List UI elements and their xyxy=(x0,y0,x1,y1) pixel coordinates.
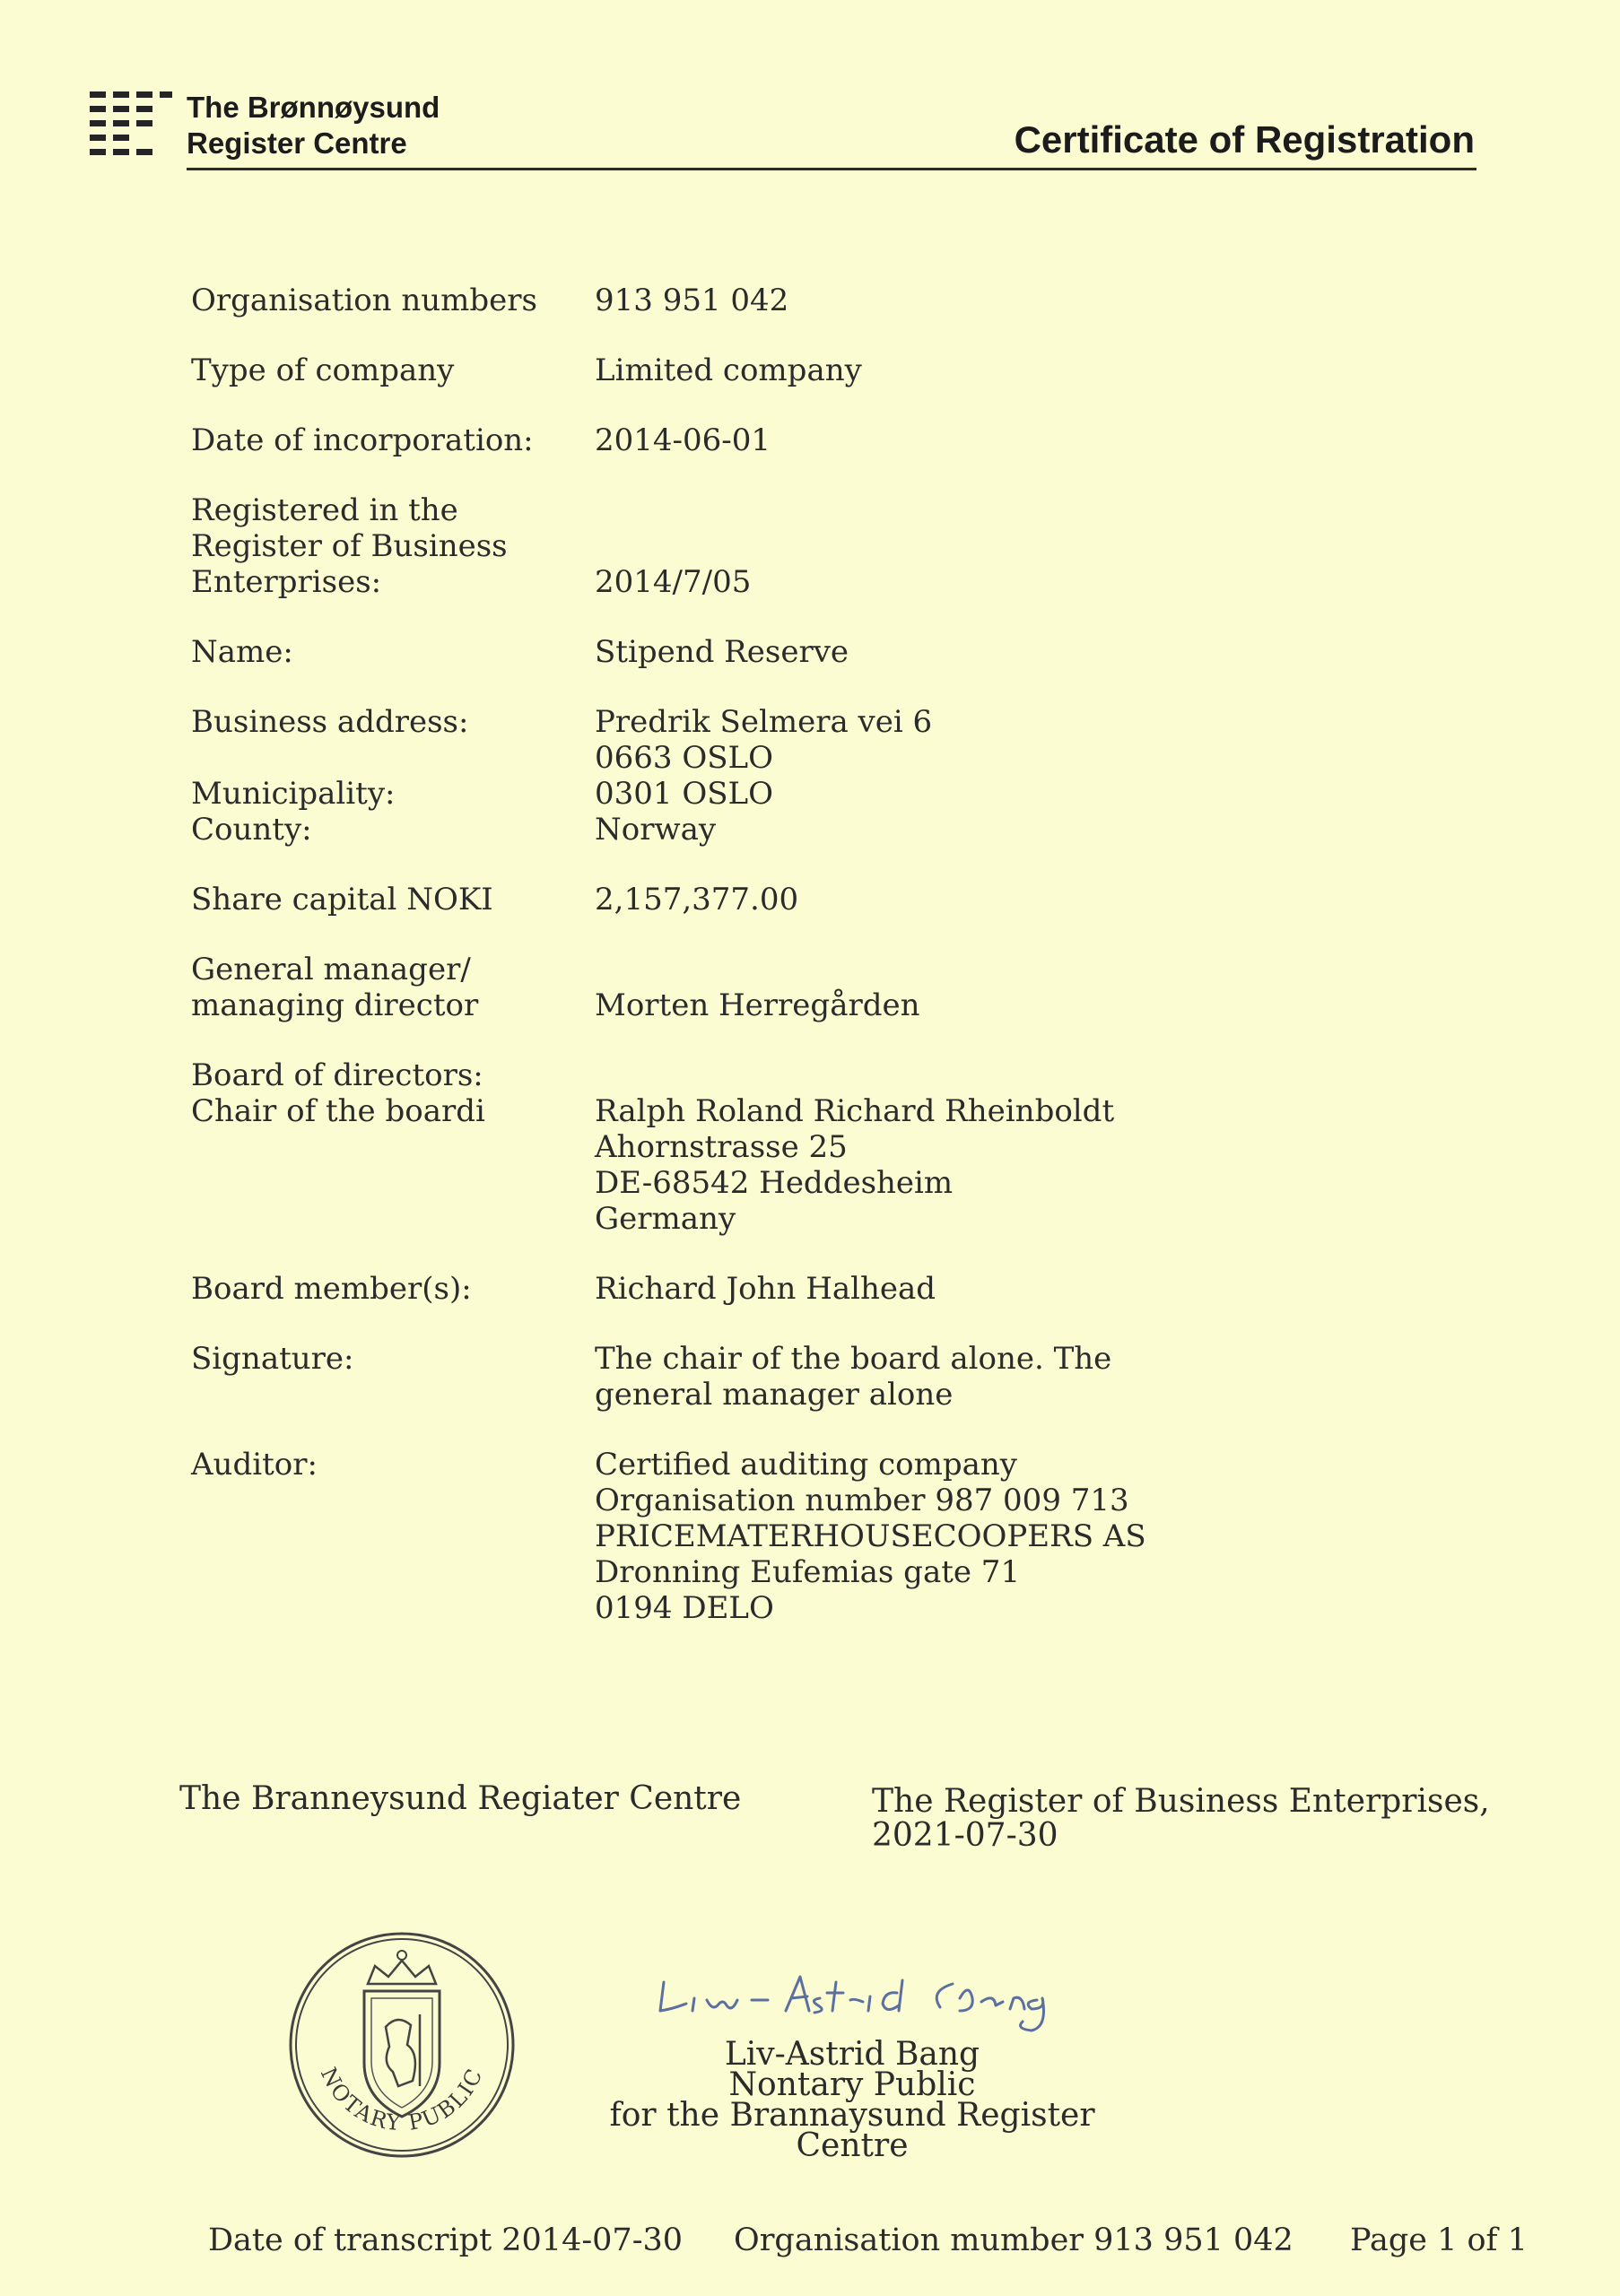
field-label xyxy=(191,952,595,1023)
footer-register-centre: The Branneysund Regiater Centre xyxy=(179,1780,742,1817)
field-value-line: Dronning Eufemias gate 71 xyxy=(595,1554,1021,1590)
field-value xyxy=(595,1341,1447,1413)
field-value-line: Limited company xyxy=(595,352,862,388)
field-value-line: Germany xyxy=(595,1201,736,1237)
field-row xyxy=(191,1057,1447,1237)
field-value-line xyxy=(595,1057,1447,1093)
field-label-line: Registered in the xyxy=(191,492,458,528)
field-row xyxy=(191,1271,1447,1307)
field-value-line xyxy=(595,952,1447,987)
field-label xyxy=(191,634,595,670)
field-label xyxy=(191,492,595,600)
field-label-line: Municipality: xyxy=(191,776,396,812)
field-value-line: Norway xyxy=(595,812,717,848)
field-label-line: Chair of the boardi xyxy=(191,1093,485,1129)
field-value xyxy=(595,1057,1447,1237)
field-row xyxy=(191,352,1447,388)
field-row xyxy=(191,422,1447,458)
brand-line-2: Register Centre xyxy=(187,126,407,160)
field-value-line: Organisation number 987 009 713 xyxy=(595,1483,1129,1518)
field-value-line xyxy=(595,492,1447,528)
field-label-line xyxy=(191,740,595,776)
field-label-line: Register of Business xyxy=(191,528,508,564)
field-label xyxy=(191,704,595,848)
organisation-number-footer: Organisation mumber 913 951 042 xyxy=(734,2222,1293,2258)
field-value-line: Stipend Reserve xyxy=(595,634,849,670)
field-value xyxy=(595,352,1447,388)
field-value-line: 0194 DELO xyxy=(595,1590,774,1626)
register-centre-logo-icon xyxy=(90,88,172,160)
brand-name xyxy=(187,90,440,161)
field-label-line: Signature: xyxy=(191,1341,354,1377)
field-row xyxy=(191,952,1447,1023)
field-value-line: 0663 OSLO xyxy=(595,740,773,776)
field-value-line: general manager alone xyxy=(595,1377,954,1413)
field-label-line: Board of directors: xyxy=(191,1057,483,1093)
field-value-line: Richard John Halhead xyxy=(595,1271,936,1307)
field-value-line: 0301 OSLO xyxy=(595,776,773,812)
svg-text:NOTARY PUBLIC: NOTARY PUBLIC xyxy=(315,2063,489,2136)
field-row xyxy=(191,492,1447,600)
footer-register-line-1: The Register of Business Enterprises, xyxy=(872,1783,1490,1820)
field-label-line: County: xyxy=(191,812,312,848)
field-value xyxy=(595,283,1447,318)
certificate-title: Certificate of Registration xyxy=(1014,118,1475,161)
field-label-line: managing director xyxy=(191,987,479,1023)
field-label xyxy=(191,1447,595,1626)
field-label-line: Business address: xyxy=(191,704,469,740)
transcript-date: Date of transcript 2014-07-30 xyxy=(208,2222,684,2258)
handwritten-signature xyxy=(601,1955,1103,2036)
field-row xyxy=(191,1447,1447,1626)
field-value xyxy=(595,634,1447,670)
field-value-line: Morten Herregården xyxy=(595,987,920,1023)
field-value xyxy=(595,882,1447,918)
field-label xyxy=(191,352,595,388)
field-value-line: 2,157,377.00 xyxy=(595,882,799,918)
field-label-line: Date of incorporation: xyxy=(191,422,534,458)
notary-seal-icon xyxy=(285,1928,518,2161)
field-row xyxy=(191,283,1447,318)
footer-register-date xyxy=(872,1785,1490,1853)
field-label-line: Type of company xyxy=(191,352,455,388)
notary-title: Nontary Public xyxy=(728,2066,976,2103)
field-label xyxy=(191,1057,595,1237)
field-value-line: 2014-06-01 xyxy=(595,422,771,458)
field-label-line: General manager/ xyxy=(191,952,471,987)
brand-line-1: The Brønnøysund xyxy=(187,91,440,124)
field-label xyxy=(191,1341,595,1413)
field-value xyxy=(595,1447,1447,1626)
field-label-line: Board member(s): xyxy=(191,1271,472,1307)
field-value-line: Ralph Roland Richard Rheinboldt xyxy=(595,1093,1115,1129)
field-value xyxy=(595,422,1447,458)
field-label-line: Share capital NOKI xyxy=(191,882,493,918)
field-row xyxy=(191,882,1447,918)
field-label-line: Enterprises: xyxy=(191,564,382,600)
field-value xyxy=(595,492,1447,600)
notary-signature-block xyxy=(556,1955,1148,2164)
field-value xyxy=(595,952,1447,1023)
footer-register-line-2: 2021-07-30 xyxy=(872,1817,1058,1854)
field-value-line: DE-68542 Heddesheim xyxy=(595,1165,954,1201)
field-value-line: Certified auditing company xyxy=(595,1447,1018,1483)
field-row xyxy=(191,1341,1447,1413)
header-divider xyxy=(187,168,1476,170)
field-row xyxy=(191,704,1447,848)
field-row xyxy=(191,634,1447,670)
field-label xyxy=(191,283,595,318)
field-value-line: Predrik Selmera vei 6 xyxy=(595,704,933,740)
field-label xyxy=(191,882,595,918)
field-value-line: PRICEMATERHOUSECOOPERS AS xyxy=(595,1518,1146,1554)
page-number: Page 1 of 1 xyxy=(1350,2222,1528,2258)
field-value xyxy=(595,1271,1447,1307)
field-value-line: Ahornstrasse 25 xyxy=(595,1129,848,1165)
registration-details xyxy=(191,283,1447,1660)
field-value-line xyxy=(595,528,1447,564)
field-value-line: The chair of the board alone. The xyxy=(595,1341,1112,1377)
field-label-line: Auditor: xyxy=(191,1447,318,1483)
field-value-line: 2014/7/05 xyxy=(595,564,752,600)
field-label-line: Organisation numbers xyxy=(191,283,537,318)
field-label-line: Name: xyxy=(191,634,293,670)
field-label xyxy=(191,422,595,458)
notary-organisation: for the Brannaysund Register Centre xyxy=(609,2097,1095,2164)
notary-name: Liv-Astrid Bang xyxy=(724,2036,980,2073)
field-value xyxy=(595,704,1447,848)
field-value-line: 913 951 042 xyxy=(595,283,789,318)
field-label xyxy=(191,1271,595,1307)
